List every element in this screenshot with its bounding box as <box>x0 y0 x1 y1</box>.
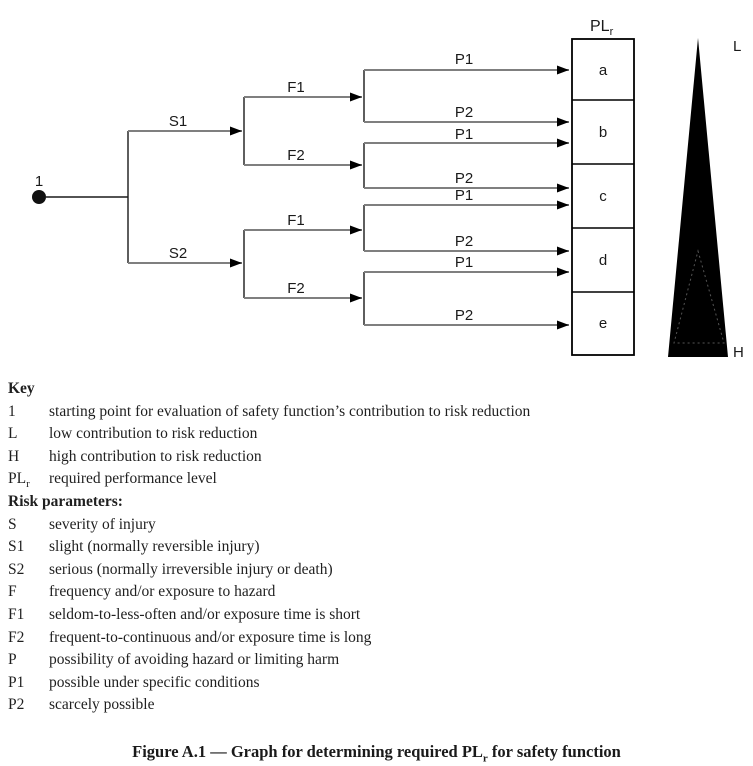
start-node-dot <box>32 190 46 204</box>
key-row-frequency <box>8 581 743 604</box>
key-definition: scarcely possible <box>49 696 155 714</box>
key-row-possibility <box>8 649 743 672</box>
key-term: F1 <box>8 605 25 623</box>
key-row-f2 <box>8 627 743 650</box>
key-term: P1 <box>8 673 25 691</box>
key-row-low <box>8 423 743 446</box>
key-term-plr-main: PL <box>8 470 27 488</box>
caption-plr-subscript: r <box>482 752 488 765</box>
key-term: S1 <box>8 538 25 556</box>
key-section <box>0 370 753 717</box>
key-row-p1 <box>8 672 743 695</box>
risk-reduction-triangle <box>668 38 728 357</box>
key-title: Key <box>8 380 35 397</box>
branch-s1-label: S1 <box>168 113 188 130</box>
key-row-f1 <box>8 604 743 627</box>
key-term: H <box>8 447 20 465</box>
caption-suffix: for safety function <box>487 741 621 761</box>
risk-parameters-title: Risk parameters: <box>8 492 123 510</box>
scale-low-label: L <box>733 38 742 55</box>
key-row-high <box>8 446 743 469</box>
key-row-plr <box>8 468 743 491</box>
plr-header-main: PL <box>590 18 610 35</box>
key-definition: starting point for evaluation of safety function’s contribution to risk reduction <box>49 402 531 420</box>
key-term: S <box>8 515 17 533</box>
branch-p2-1-label: P2 <box>454 104 474 121</box>
branch-s2-label: S2 <box>168 245 188 262</box>
key-definition: frequent-to-continuous and/or exposure time is long <box>49 628 372 646</box>
branch-f1-s1-label: F1 <box>287 79 305 96</box>
plr-box-e: e <box>598 315 608 332</box>
branch-p1-4-label: P1 <box>454 254 474 271</box>
branch-f2-s1-label: F2 <box>287 147 305 164</box>
key-term: L <box>8 425 18 443</box>
key-definition: high contribution to risk reduction <box>49 447 262 465</box>
key-term: S2 <box>8 560 25 578</box>
key-definition: low contribution to risk reduction <box>49 425 258 443</box>
key-definition: serious (normally irreversible injury or death) <box>49 560 333 578</box>
key-term <box>8 468 49 491</box>
branch-f1-s2-label: F1 <box>287 212 305 229</box>
plr-box-d: d <box>598 252 608 269</box>
branch-f2-s2-label: F2 <box>287 280 305 297</box>
key-row-s2 <box>8 559 743 582</box>
key-definition: slight (normally reversible injury) <box>49 538 260 556</box>
key-term: P <box>8 651 17 669</box>
branch-p1-3-label: P1 <box>454 187 474 204</box>
start-node-label: 1 <box>34 173 44 190</box>
branch-p2-2-label: P2 <box>454 170 474 187</box>
key-row-start <box>8 401 743 424</box>
branch-p2-4-label: P2 <box>454 307 474 324</box>
key-row-s1 <box>8 536 743 559</box>
key-term: 1 <box>8 402 16 420</box>
branch-p1-2-label: P1 <box>454 126 474 143</box>
caption-prefix: Figure A.1 — Graph for determining required PL <box>132 741 483 761</box>
plr-header-subscript: r <box>609 26 614 38</box>
key-definition: required performance level <box>49 470 217 488</box>
plr-box-a: a <box>598 62 608 79</box>
key-term: F2 <box>8 628 25 646</box>
plr-column-header <box>590 18 614 38</box>
branch-p1-1-label: P1 <box>454 51 474 68</box>
key-term: P2 <box>8 696 25 714</box>
key-term-plr-subscript: r <box>26 478 30 491</box>
key-row-severity <box>8 514 743 537</box>
plr-box-b: b <box>598 124 608 141</box>
branch-p2-3-label: P2 <box>454 233 474 250</box>
key-definition: seldom-to-less-often and/or exposure time is short <box>49 605 361 623</box>
plr-box-c: c <box>599 188 607 205</box>
key-definition: frequency and/or exposure to hazard <box>49 583 276 601</box>
scale-high-label: H <box>733 344 744 361</box>
key-definition: severity of injury <box>49 515 156 533</box>
key-definition: possibility of avoiding hazard or limiting harm <box>49 651 340 669</box>
figure-caption <box>0 741 753 765</box>
key-row-p2 <box>8 694 743 717</box>
risk-graph-diagram <box>0 0 753 370</box>
key-definition: possible under specific conditions <box>49 673 260 691</box>
key-term: F <box>8 583 17 601</box>
